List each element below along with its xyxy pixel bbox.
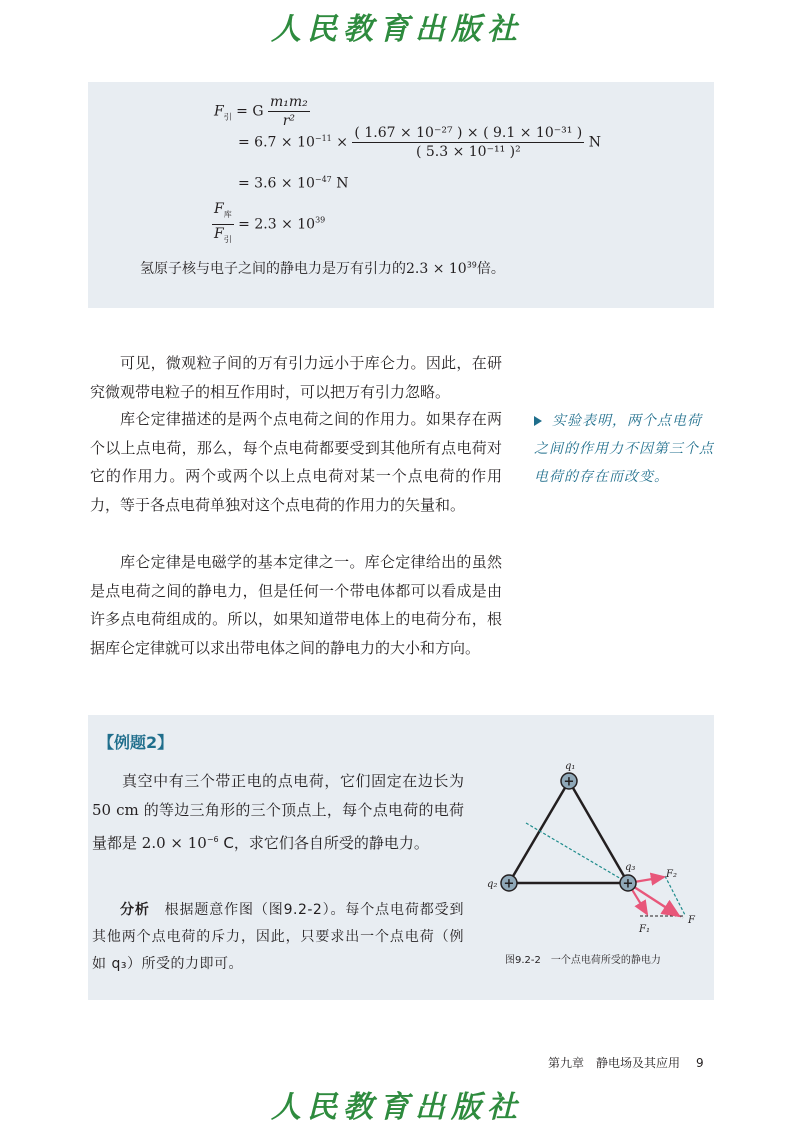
equation-line-2 — [238, 124, 601, 161]
charge-q2 — [501, 875, 517, 892]
result-value: = 3.6 × 10 — [238, 175, 315, 192]
page-footer — [548, 1054, 704, 1071]
figure-caption: 图9.2-2 一个点电荷所受的静电力 — [505, 955, 661, 966]
triangle-marker-icon — [534, 416, 542, 426]
triangle-side-q1-q3 — [569, 781, 628, 883]
triangle-side-q1-q2 — [509, 781, 569, 883]
conclusion-text: 氢原子核与电子之间的静电力是万有引力的$2.3 \times 10^{39}$倍。 — [140, 260, 505, 277]
label-q2: q₂ — [487, 879, 498, 890]
analysis-label: 分析 — [120, 902, 150, 918]
example-tab-corner — [236, 715, 276, 735]
numeric-denominator: ( 5.3 × 10⁻¹¹ )² — [415, 144, 521, 160]
unit-n: N — [588, 134, 601, 151]
result-exponent: −47 — [314, 175, 332, 184]
charge-triangle-figure — [480, 760, 710, 945]
ratio-exponent: 39 — [315, 215, 326, 225]
charge-q3 — [620, 875, 636, 892]
numeric-fraction — [352, 124, 584, 161]
ratio-equation — [212, 200, 325, 249]
dashed-extension-line — [526, 823, 628, 883]
equation-line-3 — [238, 175, 348, 192]
paragraph-2: 库仑定律描述的是两个点电荷之间的作用力。如果存在两个以上点电荷，那么，每个点电荷都要受到其他所有点电荷对它的作用力。两个或两个以上点电荷对某一个点电荷的作用力，等于各点电荷单独对这个点电荷的作用力的矢量和。 — [90, 410, 502, 514]
equals-g: = G — [236, 103, 264, 120]
margin-note-text: 实验表明，两个点电荷之间的作用力不因第三个点电荷的存在而改变。 — [534, 413, 714, 485]
ratio-fraction — [212, 200, 234, 249]
example-title: 【例题2】 — [98, 733, 174, 752]
paragraph-1: 可见，微观粒子间的万有引力远小于库仑力。因此，在研究微观带电粒子的相互作用时，可以把万有引力忽略。 — [90, 354, 502, 401]
force-f-resultant-arrow — [628, 883, 679, 916]
result-unit: N — [336, 175, 349, 192]
paragraph-3: 库仑定律是电磁学的基本定律之一。库仑定律给出的虽然是点电荷之间的静电力，但是任何一个带电体都可以看成是由许多点电荷组成的。所以，如果知道带电体上的电荷分布，根据库仑定律就可以求出带电体之间的静电力的大小和方向。 — [90, 553, 502, 657]
svg-text:+: + — [563, 774, 575, 790]
ratio-denominator: $F_引$ — [214, 225, 232, 244]
example-problem: 真空中有三个带正电的点电荷，它们固定在边长为 50 cm 的等边三角形的三个顶点上，每个点电荷的电荷量都是 $2.0 \times 10^{-6}$ C，求它们各自所受的静电力。 — [92, 772, 464, 852]
ratio-numerator: $F_库$ — [212, 200, 234, 225]
svg-text:+: + — [503, 876, 515, 892]
label-f: F — [688, 915, 695, 926]
fraction-numerator: m₁m₂ — [270, 94, 308, 110]
force-symbol: F — [214, 103, 224, 120]
force-subscript: 引 — [223, 112, 232, 122]
label-f2: F₂ — [666, 869, 677, 880]
publisher-logo-bottom: 人民教育出版社 — [271, 1090, 523, 1125]
label-q1: q₁ — [565, 761, 576, 772]
fraction-denominator: r² — [282, 113, 296, 129]
example-analysis — [92, 897, 464, 978]
constant-exponent: −11 — [314, 133, 332, 143]
margin-note — [534, 407, 714, 491]
charge-q1 — [561, 773, 577, 790]
page-number: 9 — [696, 1056, 704, 1070]
ratio-value: = 2.3 × 10 — [238, 216, 316, 233]
times-sign: × — [336, 134, 348, 151]
analysis-text: 根据题意作图（图9.2-2）。每个点电荷都受到其他两个点电荷的斥力，因此，只要求出一个点电荷（例如 q₃）所受的力即可。 — [92, 902, 465, 972]
label-f1: F₁ — [639, 924, 650, 935]
publisher-logo-top: 人民教育出版社 — [271, 12, 523, 47]
constant-value: = 6.7 × 10 — [238, 134, 315, 151]
label-q3: q₃ — [625, 862, 636, 873]
chapter-title: 第九章 静电场及其应用 — [548, 1056, 681, 1070]
svg-text:+: + — [622, 876, 634, 892]
numeric-numerator: ( 1.67 × 10⁻²⁷ ) × ( 9.1 × 10⁻³¹ ) — [354, 125, 583, 141]
